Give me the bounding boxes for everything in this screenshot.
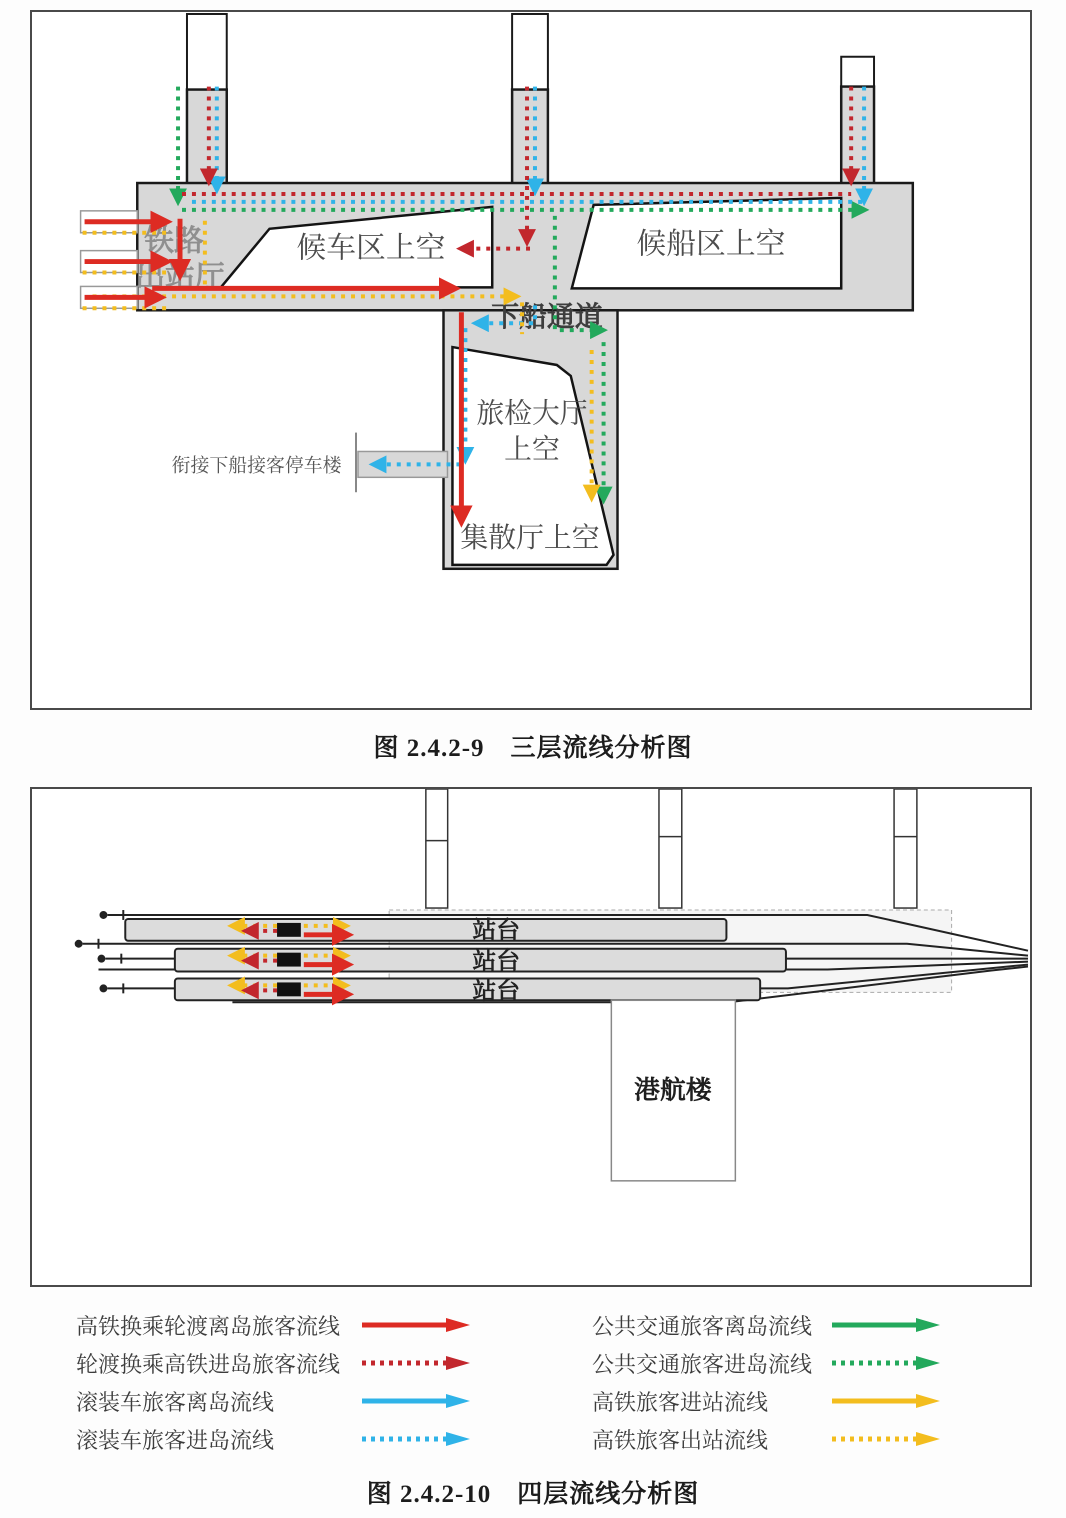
figure2-caption: 图 2.4.2-10 四层流线分析图 [366, 1481, 700, 1508]
legend-column-left [76, 1306, 472, 1458]
railway-exit-hall-label-line2: 出站厅 [135, 260, 225, 294]
red-solid-arrow-icon [360, 1317, 472, 1333]
waiting-area-label: 候车区上空 [296, 231, 446, 265]
legend-item [76, 1382, 472, 1420]
red-dotted-arrow-icon [360, 1355, 472, 1371]
legend-item [76, 1344, 472, 1382]
legend-column-right [592, 1306, 942, 1458]
legend-item [592, 1382, 942, 1420]
parking-link-label: 衔接下船接客停车楼 [171, 455, 342, 477]
platform3-label: 站台 [472, 977, 521, 1005]
legend-label: 滚装车旅客离岛流线 [76, 1389, 275, 1415]
legend [0, 1306, 1066, 1466]
yellow-solid-arrow-icon [830, 1393, 942, 1409]
legend-label: 滚装车旅客进岛流线 [76, 1427, 275, 1453]
legend-label: 高铁旅客出站流线 [592, 1427, 769, 1453]
floor4-diagram-frame [30, 787, 1032, 1287]
platforms [125, 917, 786, 1005]
platform2-label: 站台 [472, 947, 521, 975]
concourse-hall-label: 集散厅上空 [460, 521, 600, 553]
disembark-corridor-label: 下船通道 [491, 301, 603, 333]
legend-item [592, 1344, 942, 1382]
ferry-waiting-area-label: 候船区上空 [636, 227, 786, 261]
floor3-diagram-frame [30, 10, 1032, 710]
inspection-hall-label-line2: 上空 [504, 433, 560, 465]
figure1-caption: 图 2.4.2-9 三层流线分析图 [373, 735, 693, 762]
legend-label: 高铁换乘轮渡离岛旅客流线 [76, 1313, 341, 1339]
blue-solid-arrow-icon [360, 1393, 472, 1409]
legend-label: 公共交通旅客进岛流线 [592, 1351, 813, 1377]
blue-dotted-arrow-icon [360, 1431, 472, 1447]
legend-item [592, 1420, 942, 1458]
inspection-hall-label-line1: 旅检大厅 [476, 397, 588, 429]
platform1-label: 站台 [472, 916, 521, 944]
legend-label: 公共交通旅客离岛流线 [592, 1313, 813, 1339]
yellow-dotted-arrow-icon [830, 1431, 942, 1447]
buffer-stop-icons [76, 910, 124, 993]
floor4-diagram [32, 789, 1030, 1285]
port-building-label: 港航楼 [634, 1076, 712, 1105]
legend-item [76, 1306, 472, 1344]
shafts [426, 789, 917, 908]
railway-exit-hall-label-line1: 铁路 [144, 224, 204, 258]
legend-label: 轮渡换乘高铁进岛旅客流线 [76, 1351, 341, 1377]
port-building [611, 1000, 735, 1181]
legend-item [592, 1306, 942, 1344]
legend-item [76, 1420, 472, 1458]
legend-label: 高铁旅客进站流线 [592, 1389, 769, 1415]
green-solid-arrow-icon [830, 1317, 942, 1333]
green-dotted-arrow-icon [830, 1355, 942, 1371]
floor3-diagram [32, 12, 1030, 708]
